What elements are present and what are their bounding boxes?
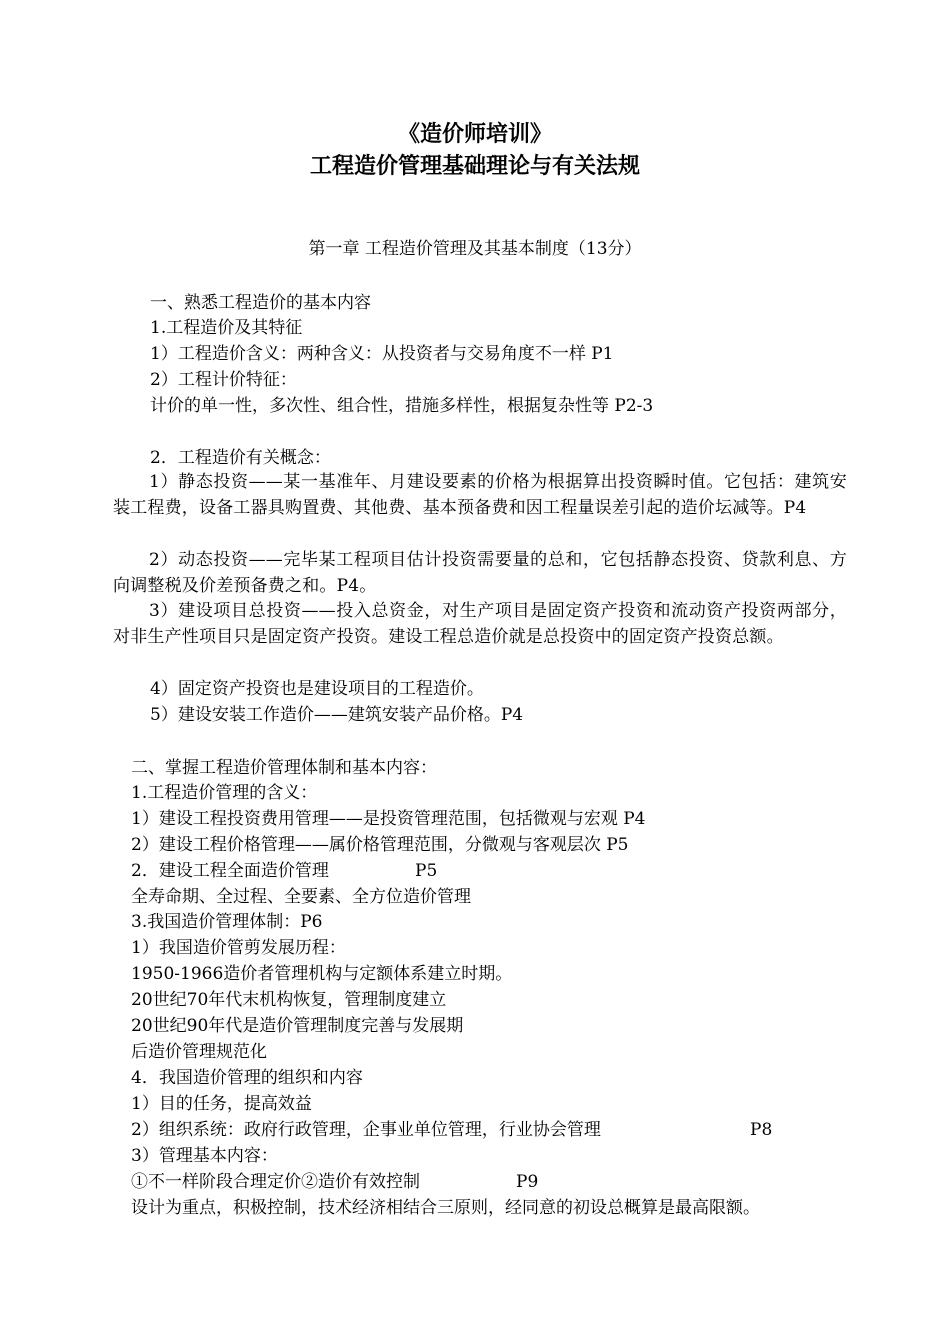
section-2-1: 1.工程造价管理的含义：	[131, 783, 318, 803]
section-2-heading: 二、掌握工程造价管理体制和基本内容：	[131, 758, 437, 778]
doc-title-2: 工程造价管理基础理论与有关法规	[309, 153, 640, 179]
section-2-4-e: 设计为重点，积极控制，技术经济相结合三原则，经同意的初设总概算是最高限额。	[131, 1198, 760, 1218]
section-2-4-b: 2）组织系统：政府行政管理，企事业单位管理，行业协会管理	[131, 1120, 601, 1140]
section-2-4: 4．我国造价管理的组织和内容	[131, 1068, 363, 1088]
section-2-3-d: 20世纪90年代是造价管理制度完善与发展期	[131, 1016, 464, 1036]
doc-title-1: 《造价师培训》	[397, 121, 552, 147]
section-2-2-a: 全寿命期、全过程、全要素、全方位造价管理	[131, 887, 471, 907]
section-1-1-a: 1）工程造价含义：两种含义：从投资者与交易角度不一样 P1	[150, 344, 614, 364]
paragraph-total-investment: 3）建设项目总投资——投入总资金，对生产项目是固定资产投资和流动资产投资两部分，对非生产性项目只是固定资产投资。建设工程总造价就是总投资中的固定资产投资总额。	[113, 601, 847, 647]
section-2-4-a: 1）目的任务，提高效益	[131, 1094, 312, 1114]
section-2-4-c: 3）管理基本内容：	[131, 1146, 278, 1166]
section-2-3-a: 1）我国造价管剪发展历程：	[131, 938, 346, 958]
paragraph-dynamic-investment: 2）动态投资——完毕某工程项目估计投资需要量的总和，它包括静态投资、贷款利息、方向调整税及价差预备费之和。P4。	[113, 550, 847, 596]
section-2-4-b-page-ref: P8	[750, 1120, 773, 1140]
section-2-3: 3.我国造价管理体制：P6	[131, 912, 323, 932]
section-1-1-c: 计价的单一性，多次性、组合性，措施多样性，根据复杂性等 P2-3	[150, 396, 654, 416]
section-2-4-d: ①不一样阶段合理定价②造价有效控制	[131, 1172, 420, 1192]
section-2-3-b: 1950-1966造价者管理机构与定额体系建立时期。	[131, 964, 513, 984]
section-1-1: 1.工程造价及其特征	[150, 318, 303, 338]
section-2-3-c: 20世纪70年代末机构恢复，管理制度建立	[131, 990, 447, 1010]
section-1-2-4: 4）固定资产投资也是建设项目的工程造价。	[150, 679, 484, 699]
section-2-1-b: 2）建设工程价格管理——属价格管理范围，分微观与客观层次 P5	[131, 835, 629, 855]
section-1-2-5: 5）建设安装工作造价——建筑安装产品价格。P4	[150, 705, 524, 725]
section-2-2-page-ref: P5	[415, 861, 438, 881]
paragraph-static-investment: 1）静态投资——某一基准年、月建设要素的价格为根据算出投资瞬时值。它包括：建筑安装工程费，设备工器具购置费、其他费、基本预备费和因工程量误差引起的造价坛减等。P4	[113, 472, 847, 518]
section-1-heading: 一、熟悉工程造价的基本内容	[150, 293, 371, 313]
chapter-heading: 第一章 工程造价管理及其基本制度（13分）	[308, 239, 642, 259]
section-2-4-d-page-ref: P9	[516, 1172, 539, 1192]
section-1-2: 2．工程造价有关概念：	[150, 448, 331, 468]
section-1-1-b: 2）工程计价特征：	[150, 370, 297, 390]
section-2-3-e: 后造价管理规范化	[131, 1042, 267, 1062]
section-2-2: 2．建设工程全面造价管理	[131, 861, 329, 881]
section-2-1-a: 1）建设工程投资费用管理——是投资管理范围，包括微观与宏观 P4	[131, 809, 646, 829]
